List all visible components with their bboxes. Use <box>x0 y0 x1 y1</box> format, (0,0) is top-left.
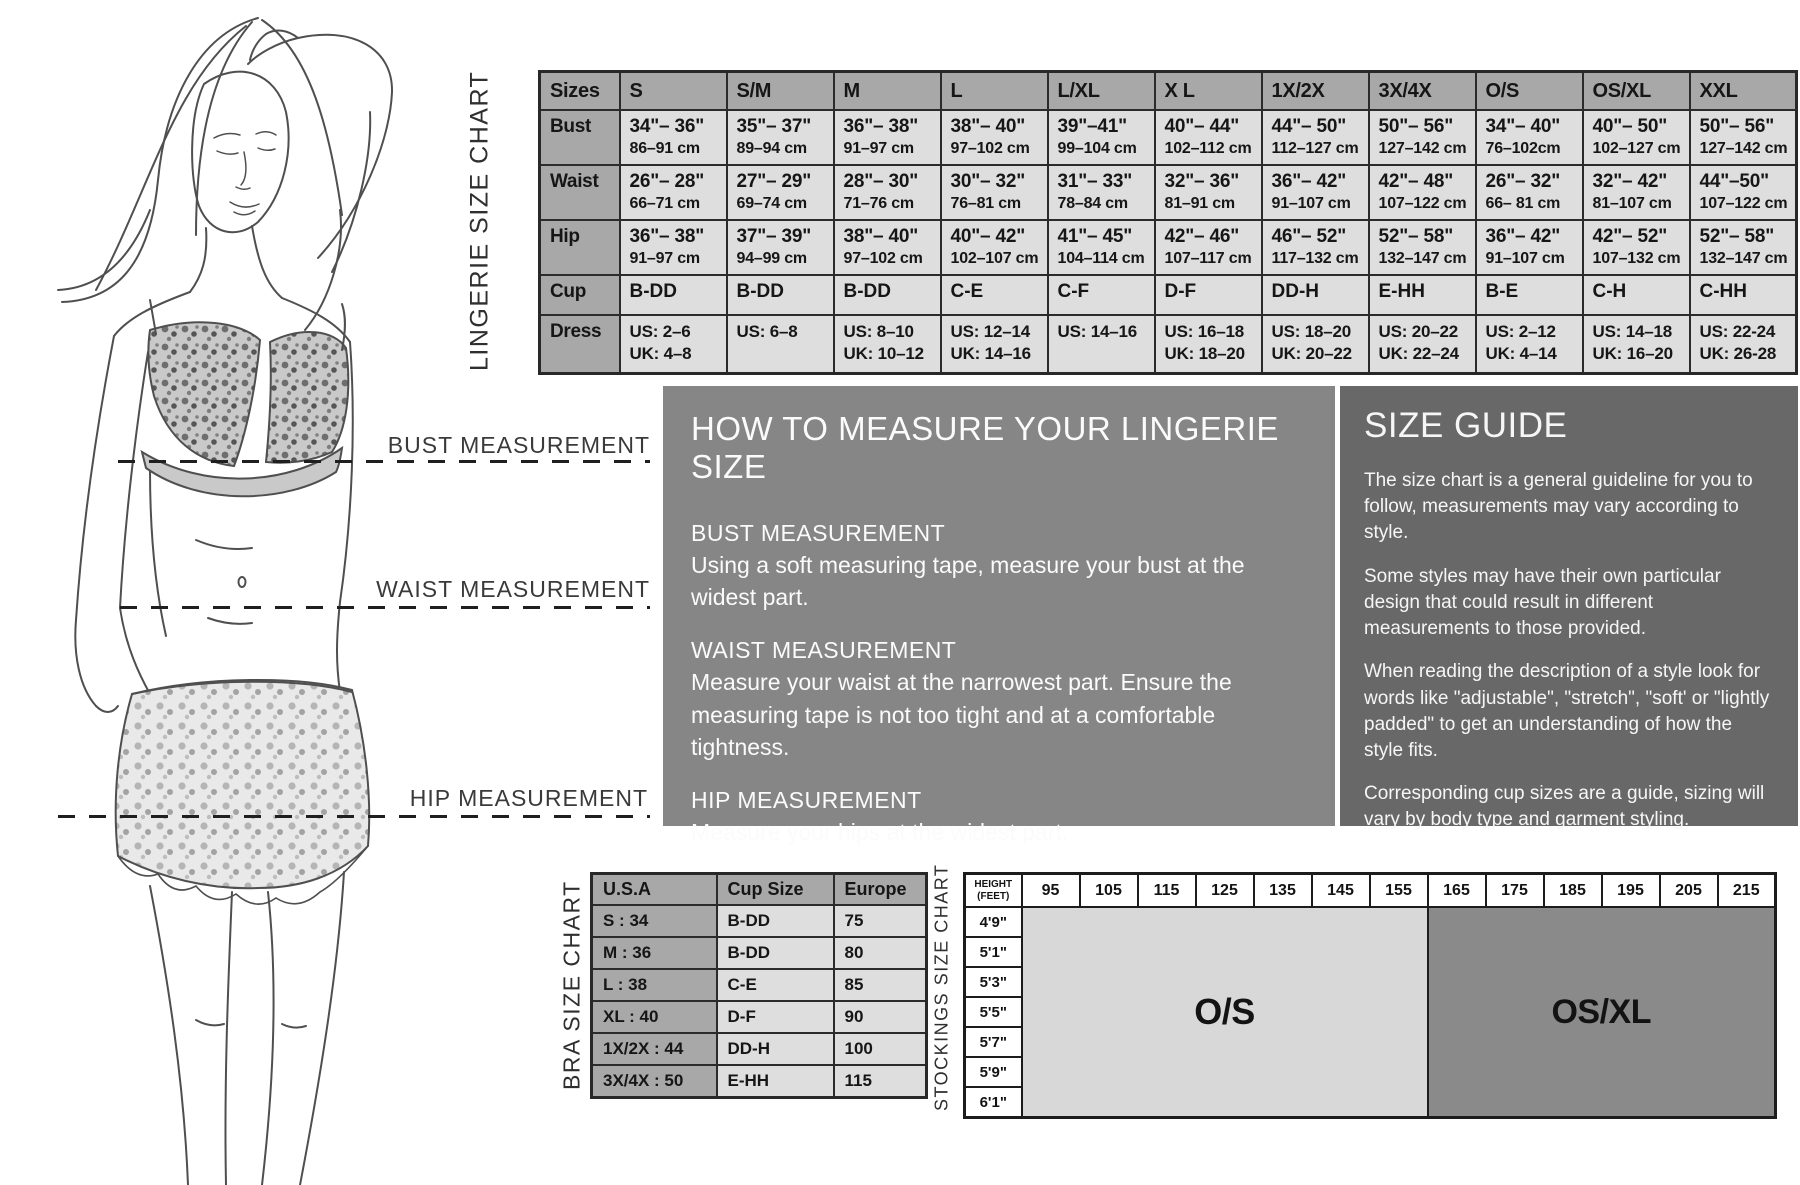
waist-measurement-label: WAIST MEASUREMENT <box>376 576 650 602</box>
dress-us: US: 2–12 <box>1485 321 1556 341</box>
cup-val: C-H <box>1592 280 1627 302</box>
weight-header: 135 <box>1254 874 1312 908</box>
height-cell: 5'1" <box>965 937 1022 967</box>
hip-cell <box>1690 220 1797 275</box>
in-val: 40"– 44" <box>1164 115 1240 137</box>
cm-val: 107–132 cm <box>1592 249 1681 267</box>
cm-val: 81–91 cm <box>1164 194 1235 212</box>
bra-chart-vertical-label: BRA SIZE CHART <box>558 880 585 1090</box>
hip-cell <box>727 220 834 275</box>
cm-val: 127–142 cm <box>1699 139 1788 157</box>
in-val: 42"– 52" <box>1592 225 1668 247</box>
in-val: 34"– 36" <box>629 115 705 137</box>
cm-val: 81–107 cm <box>1592 194 1672 212</box>
cm-val: 66–71 cm <box>629 194 700 212</box>
hip-cell <box>1048 220 1155 275</box>
cup-row <box>540 275 1797 315</box>
in-val: 28"– 30" <box>843 170 919 192</box>
bra-usa-cell: M : 36 <box>592 937 717 969</box>
weight-header: 185 <box>1544 874 1602 908</box>
dress-uk: UK: 26-28 <box>1699 344 1777 364</box>
bra-cup-cell: B-DD <box>717 937 834 969</box>
in-val: 35"– 37" <box>736 115 812 137</box>
bust-cell <box>834 110 941 165</box>
size-header: M <box>834 72 941 110</box>
in-val: 40"– 50" <box>1592 115 1668 137</box>
height-cell: 4'9" <box>965 907 1022 937</box>
cm-val: 107–122 cm <box>1378 194 1467 212</box>
dress-us: US: 8–10 <box>843 321 914 341</box>
bra-header-row <box>592 874 927 906</box>
cup-val: B-DD <box>843 280 891 302</box>
waist-cell <box>941 165 1048 220</box>
dress-uk: UK: 16–20 <box>1592 344 1673 364</box>
bra-europe-cell: 90 <box>834 1001 927 1033</box>
bra-europe-cell: 115 <box>834 1065 927 1098</box>
cm-val: 66– 81 cm <box>1485 194 1561 212</box>
in-val: 27"– 29" <box>736 170 812 192</box>
weight-header: 215 <box>1718 874 1776 908</box>
in-val: 38"– 40" <box>950 115 1026 137</box>
cup-val: C-E <box>950 280 984 302</box>
cup-cell <box>1262 275 1369 315</box>
waist-cell <box>1690 165 1797 220</box>
size-guide-title: SIZE GUIDE <box>1364 406 1568 445</box>
cm-val: 99–104 cm <box>1057 139 1137 157</box>
height-cell: 5'5" <box>965 997 1022 1027</box>
bra-row <box>592 937 927 969</box>
dress-cell <box>1262 315 1369 374</box>
dress-cell <box>1690 315 1797 374</box>
cm-val: 76–81 cm <box>950 194 1021 212</box>
in-val: 36"– 38" <box>629 225 705 247</box>
cm-val: 91–97 cm <box>629 249 700 267</box>
cup-cell <box>1690 275 1797 315</box>
in-val: 40"– 42" <box>950 225 1026 247</box>
cm-val: 102–107 cm <box>950 249 1039 267</box>
dress-cell <box>1155 315 1262 374</box>
bust-section-body: Using a soft measuring tape, measure your bust at the widest part. <box>691 552 1245 611</box>
size-header: S/M <box>727 72 834 110</box>
cm-val: 78–84 cm <box>1057 194 1128 212</box>
cm-val: 102–127 cm <box>1592 139 1681 157</box>
dress-us: US: 20–22 <box>1378 321 1458 341</box>
stockings-header-row <box>965 874 1776 908</box>
cm-val: 107–122 cm <box>1699 194 1788 212</box>
hip-cell <box>834 220 941 275</box>
bra-size-table <box>590 872 928 1099</box>
sizes-header-row <box>540 72 1797 110</box>
waist-section-heading: WAIST MEASUREMENT <box>691 637 957 664</box>
hip-cell <box>1476 220 1583 275</box>
dress-uk: UK: 22–24 <box>1378 344 1459 364</box>
cup-cell <box>727 275 834 315</box>
cup-cell <box>1583 275 1690 315</box>
cm-val: 104–114 cm <box>1057 249 1145 267</box>
cup-cell <box>1476 275 1583 315</box>
waist-cell <box>1155 165 1262 220</box>
cup-cell <box>941 275 1048 315</box>
waist-section-body: Measure your waist at the narrowest part. Ensure the measuring tape is not too tight and at a comfortable tightness. <box>691 669 1232 760</box>
dress-cell <box>1583 315 1690 374</box>
bra-europe-cell: 100 <box>834 1033 927 1065</box>
waist-row-label: Waist <box>540 165 620 220</box>
bra-cup-cell: DD-H <box>717 1033 834 1065</box>
size-header: S <box>620 72 727 110</box>
hip-cell <box>1155 220 1262 275</box>
waist-cell <box>1583 165 1690 220</box>
in-val: 46"– 52" <box>1271 225 1347 247</box>
cup-cell <box>620 275 727 315</box>
dress-uk: UK: 18–20 <box>1164 344 1245 364</box>
cup-val: DD-H <box>1271 280 1319 302</box>
dress-us: US: 14–16 <box>1057 321 1137 341</box>
in-val: 42"– 46" <box>1164 225 1240 247</box>
lingerie-chart-vertical-label: LINGERIE SIZE CHART <box>465 70 494 372</box>
in-val: 52"– 58" <box>1378 225 1454 247</box>
dress-us: US: 2–6 <box>629 321 691 341</box>
bust-section-heading: BUST MEASUREMENT <box>691 520 946 546</box>
weight-header: 195 <box>1602 874 1660 908</box>
in-val: 31"– 33" <box>1057 170 1133 192</box>
waist-cell <box>834 165 941 220</box>
dress-row <box>540 315 1797 374</box>
size-header: L <box>941 72 1048 110</box>
cm-val: 112–127 cm <box>1271 139 1359 157</box>
cm-val: 94–99 cm <box>736 249 807 267</box>
bra-usa-cell: 3X/4X : 50 <box>592 1065 717 1098</box>
cup-val: E-HH <box>1378 280 1425 302</box>
weight-header: 125 <box>1196 874 1254 908</box>
dress-row-label: Dress <box>540 315 620 374</box>
hip-cell <box>941 220 1048 275</box>
dress-uk: UK: 10–12 <box>843 344 924 364</box>
bust-cell <box>727 110 834 165</box>
bra-usa-cell: S : 34 <box>592 905 717 937</box>
hip-section-body: Measure your hips at the widest part. <box>691 818 1069 845</box>
how-to-measure-panel <box>663 386 1335 845</box>
height-cell: 6'1" <box>965 1087 1022 1118</box>
size-guide-paragraph: Corresponding cup sizes are a guide, sizing will vary by body type and garment styling. <box>1364 783 1765 831</box>
cup-cell <box>1048 275 1155 315</box>
in-val: 52"– 58" <box>1699 225 1775 247</box>
dress-us: US: 12–14 <box>950 321 1030 341</box>
bust-cell <box>941 110 1048 165</box>
cm-val: 91–107 cm <box>1485 249 1565 267</box>
cm-val: 69–74 cm <box>736 194 807 212</box>
bust-dashed-line <box>118 460 650 463</box>
sizes-corner-cell: Sizes <box>540 72 620 110</box>
in-val: 32"– 42" <box>1592 170 1668 192</box>
cm-val: 91–97 cm <box>843 139 914 157</box>
size-header: XXL <box>1690 72 1797 110</box>
hip-row <box>540 220 1797 275</box>
bra-cup-cell: E-HH <box>717 1065 834 1098</box>
cm-val: 89–94 cm <box>736 139 807 157</box>
cup-cell <box>834 275 941 315</box>
cm-val: 91–107 cm <box>1271 194 1351 212</box>
dress-uk: UK: 4–8 <box>629 344 692 364</box>
waist-cell <box>1048 165 1155 220</box>
bra-row <box>592 905 927 937</box>
waist-cell <box>727 165 834 220</box>
hip-measurement-label: HIP MEASUREMENT <box>409 785 648 811</box>
bra-cup-cell: B-DD <box>717 905 834 937</box>
weight-header: 95 <box>1022 874 1080 908</box>
dress-cell <box>1369 315 1476 374</box>
cup-val: B-E <box>1485 280 1519 302</box>
os-region: O/S <box>1022 907 1428 1118</box>
lingerie-size-table <box>538 70 1798 375</box>
osxl-region: OS/XL <box>1428 907 1776 1118</box>
cm-val: 86–91 cm <box>629 139 700 157</box>
dress-us: US: 6–8 <box>736 321 798 341</box>
dress-uk: UK: 4–14 <box>1485 344 1557 364</box>
bra-row <box>592 1065 927 1098</box>
weight-header: 175 <box>1486 874 1544 908</box>
size-header: L/XL <box>1048 72 1155 110</box>
bra-europe-cell: 85 <box>834 969 927 1001</box>
cup-val: B-DD <box>736 280 784 302</box>
hip-dashed-line <box>58 815 650 818</box>
hip-cell <box>620 220 727 275</box>
height-cell: 5'7" <box>965 1027 1022 1057</box>
waist-dashed-line <box>120 606 650 609</box>
dress-uk: UK: 20–22 <box>1271 344 1352 364</box>
feet-label: (FEET) <box>977 890 1010 902</box>
dress-cell <box>834 315 941 374</box>
hip-cell <box>1369 220 1476 275</box>
bust-row <box>540 110 1797 165</box>
size-header: 3X/4X <box>1369 72 1476 110</box>
bust-row-label: Bust <box>540 110 620 165</box>
hip-section-heading: HIP MEASUREMENT <box>691 786 922 813</box>
cm-val: 76–102cm <box>1485 139 1561 157</box>
cm-val: 127–142 cm <box>1378 139 1467 157</box>
in-val: 44"– 50" <box>1271 115 1347 137</box>
in-val: 34"– 40" <box>1485 115 1561 137</box>
cup-cell <box>1155 275 1262 315</box>
bust-measurement-label: BUST MEASUREMENT <box>387 432 650 458</box>
cup-cell <box>1369 275 1476 315</box>
bra-row <box>592 1033 927 1065</box>
bust-cell <box>620 110 727 165</box>
in-val: 36"– 38" <box>843 115 919 137</box>
bra-header-europe: Europe <box>834 874 927 906</box>
dress-cell <box>1476 315 1583 374</box>
hip-row-label: Hip <box>540 220 620 275</box>
size-header: OS/XL <box>1583 72 1690 110</box>
dress-us: US: 14–18 <box>1592 321 1672 341</box>
weight-header: 155 <box>1370 874 1428 908</box>
bra-cup-cell: C-E <box>717 969 834 1001</box>
cup-row-label: Cup <box>540 275 620 315</box>
dress-cell <box>1048 315 1155 374</box>
bra-header-cup: Cup Size <box>717 874 834 906</box>
height-feet-header <box>965 874 1022 908</box>
in-val: 41"– 45" <box>1057 225 1133 247</box>
bust-cell <box>1155 110 1262 165</box>
bra-row <box>592 1001 927 1033</box>
size-header: O/S <box>1476 72 1583 110</box>
waist-cell <box>620 165 727 220</box>
size-guide-paragraph: The size chart is a general guideline for you to follow, measurements may vary according to style. <box>1364 470 1753 544</box>
stockings-row <box>965 907 1776 937</box>
bra-europe-cell: 80 <box>834 937 927 969</box>
hip-cell <box>1583 220 1690 275</box>
cm-val: 102–112 cm <box>1164 139 1252 157</box>
in-val: 50"– 56" <box>1378 115 1454 137</box>
cup-val: D-F <box>1164 280 1197 302</box>
cup-val: B-DD <box>629 280 677 302</box>
cm-val: 117–132 cm <box>1271 249 1359 267</box>
stockings-chart-vertical-label: STOCKINGS SIZE CHART <box>931 863 952 1111</box>
waist-cell <box>1476 165 1583 220</box>
size-header: 1X/2X <box>1262 72 1369 110</box>
waist-cell <box>1262 165 1369 220</box>
waist-row <box>540 165 1797 220</box>
in-val: 36"– 42" <box>1485 225 1561 247</box>
in-val: 26"– 28" <box>629 170 705 192</box>
hip-cell <box>1262 220 1369 275</box>
cm-val: 132–147 cm <box>1699 249 1788 267</box>
in-val: 26"– 32" <box>1485 170 1561 192</box>
dress-cell <box>620 315 727 374</box>
size-header: X L <box>1155 72 1262 110</box>
bust-cell <box>1369 110 1476 165</box>
height-label: HEIGHT <box>974 879 1013 890</box>
cm-val: 71–76 cm <box>843 194 914 212</box>
stockings-size-table <box>963 872 1777 1119</box>
dress-us: US: 22-24 <box>1699 321 1776 341</box>
in-val: 50"– 56" <box>1699 115 1775 137</box>
bra-usa-cell: L : 38 <box>592 969 717 1001</box>
in-val: 37"– 39" <box>736 225 812 247</box>
bust-cell <box>1262 110 1369 165</box>
size-guide-paragraph: When reading the description of a style look for words like "adjustable", "stretch", "soft' or "lightly padded" to get an understanding of how the style fits. <box>1364 661 1770 761</box>
in-val: 36"– 42" <box>1271 170 1347 192</box>
in-val: 44"–50" <box>1699 170 1769 192</box>
waist-cell <box>1369 165 1476 220</box>
cm-val: 107–117 cm <box>1164 249 1252 267</box>
in-val: 30"– 32" <box>950 170 1026 192</box>
bust-cell <box>1583 110 1690 165</box>
weight-header: 105 <box>1080 874 1138 908</box>
in-val: 38"– 40" <box>843 225 919 247</box>
bra-usa-cell: XL : 40 <box>592 1001 717 1033</box>
cm-val: 97–102 cm <box>950 139 1030 157</box>
bra-cup-cell: D-F <box>717 1001 834 1033</box>
dress-us: US: 18–20 <box>1271 321 1351 341</box>
bra-row <box>592 969 927 1001</box>
size-guide-panel <box>1340 386 1798 831</box>
cup-val: C-F <box>1057 280 1090 302</box>
bust-cell <box>1690 110 1797 165</box>
how-to-measure-title: HOW TO MEASURE YOUR LINGERIE SIZE <box>691 410 1279 485</box>
cm-val: 132–147 cm <box>1378 249 1467 267</box>
size-guide-paragraph: Some styles may have their own particular design that could result in different measurements to those provided. <box>1364 565 1721 640</box>
bust-cell <box>1048 110 1155 165</box>
bra-europe-cell: 75 <box>834 905 927 937</box>
height-cell: 5'3" <box>965 967 1022 997</box>
weight-header: 115 <box>1138 874 1196 908</box>
dress-cell <box>727 315 834 374</box>
dress-uk: UK: 14–16 <box>950 344 1031 364</box>
weight-header: 145 <box>1312 874 1370 908</box>
bust-cell <box>1476 110 1583 165</box>
bra-header-usa: U.S.A <box>592 874 717 906</box>
in-val: 39"–41" <box>1057 115 1127 137</box>
dress-cell <box>941 315 1048 374</box>
weight-header: 165 <box>1428 874 1486 908</box>
cup-val: C-HH <box>1699 280 1747 302</box>
bra-usa-cell: 1X/2X : 44 <box>592 1033 717 1065</box>
dress-us: US: 16–18 <box>1164 321 1244 341</box>
height-cell: 5'9" <box>965 1057 1022 1087</box>
in-val: 32"– 36" <box>1164 170 1240 192</box>
weight-header: 205 <box>1660 874 1718 908</box>
in-val: 42"– 48" <box>1378 170 1454 192</box>
cm-val: 97–102 cm <box>843 249 923 267</box>
